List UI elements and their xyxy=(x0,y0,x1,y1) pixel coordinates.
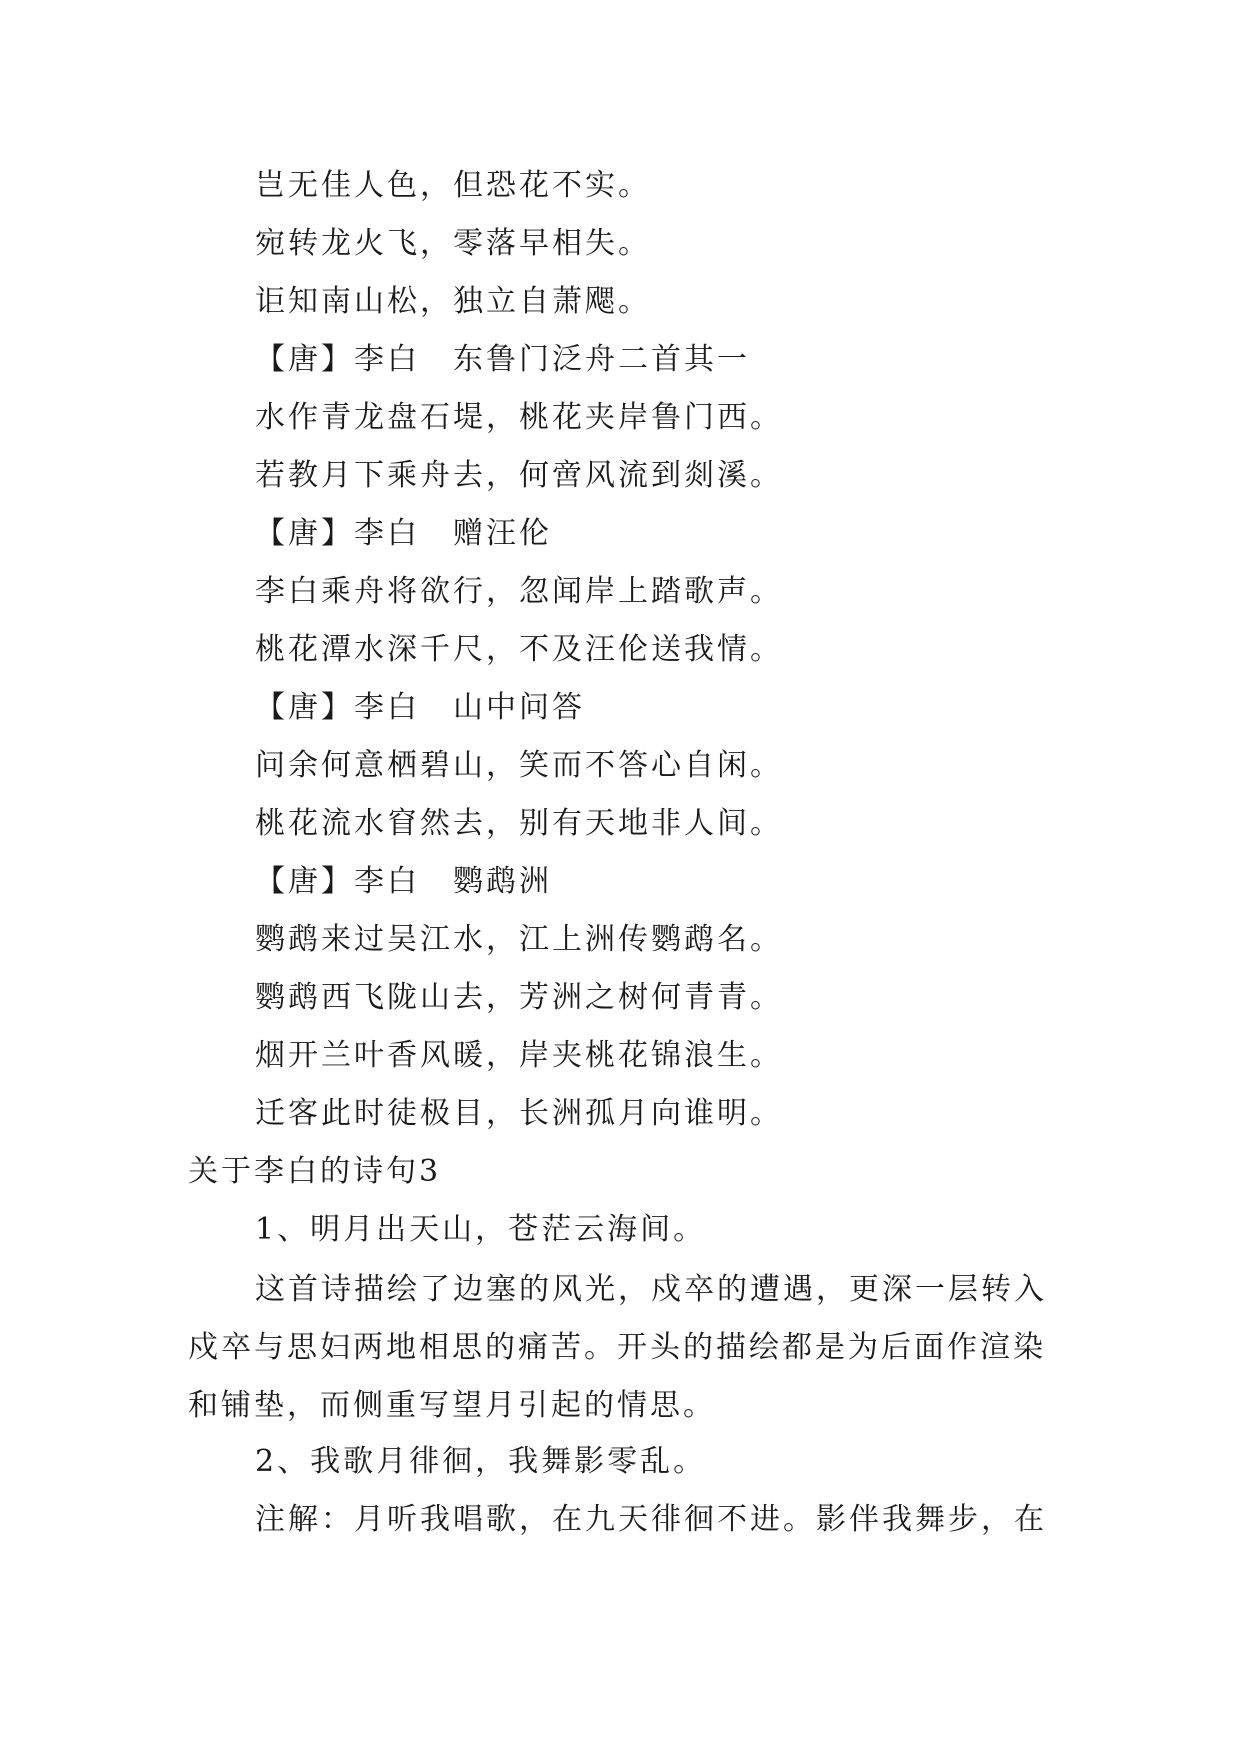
item-paragraph: 这首诗描绘了边塞的风光，戍卒的遭遇，更深一层转入戍卒与思妇两地相思的痛苦。开头的描绘都是为后面作渲染和铺垫，而侧重写望月引起的情思。 xyxy=(188,1272,1047,1423)
poem-line: 迁客此时徒极目，长洲孤月向谁明。 xyxy=(255,1096,783,1131)
poem-line: 问余何意栖碧山，笑而不答心自闲。 xyxy=(255,748,783,783)
poem-line: 水作青龙盘石堤，桃花夹岸鲁门西。 xyxy=(255,400,783,435)
poem-header: 【唐】李白 鹦鹉洲 xyxy=(255,864,552,899)
poem-line: 李白乘舟将欲行，忽闻岸上踏歌声。 xyxy=(255,574,783,609)
poem-header: 【唐】李白 东鲁门泛舟二首其一 xyxy=(255,342,750,377)
poem-line: 若教月下乘舟去，何啻风流到剡溪。 xyxy=(255,458,783,493)
poem-line: 烟开兰叶香风暖，岸夹桃花锦浪生。 xyxy=(255,1038,783,1073)
section-title: 关于李白的诗句3 xyxy=(188,1154,442,1189)
poem-line: 岂无佳人色，但恐花不实。 xyxy=(255,168,651,203)
item-paragraph: 注解：月听我唱歌，在九天徘徊不进。影伴我舞步，在 xyxy=(255,1502,1047,1537)
item-heading: 2、我歌月徘徊，我舞影零乱。 xyxy=(255,1444,707,1479)
poem-line: 讵知南山松，独立自萧飔。 xyxy=(255,284,651,319)
poem-header: 【唐】李白 赠汪伦 xyxy=(255,516,552,551)
poem-line: 桃花潭水深千尺，不及汪伦送我情。 xyxy=(255,632,783,667)
poem-line: 桃花流水窅然去，别有天地非人间。 xyxy=(255,806,783,841)
poem-header: 【唐】李白 山中问答 xyxy=(255,690,585,725)
poem-line: 宛转龙火飞，零落早相失。 xyxy=(255,226,651,261)
item-heading: 1、明月出天山，苍茫云海间。 xyxy=(255,1212,707,1247)
poem-line: 鹦鹉来过吴江水，江上洲传鹦鹉名。 xyxy=(255,922,783,957)
poem-line: 鹦鹉西飞陇山去，芳洲之树何青青。 xyxy=(255,980,783,1015)
